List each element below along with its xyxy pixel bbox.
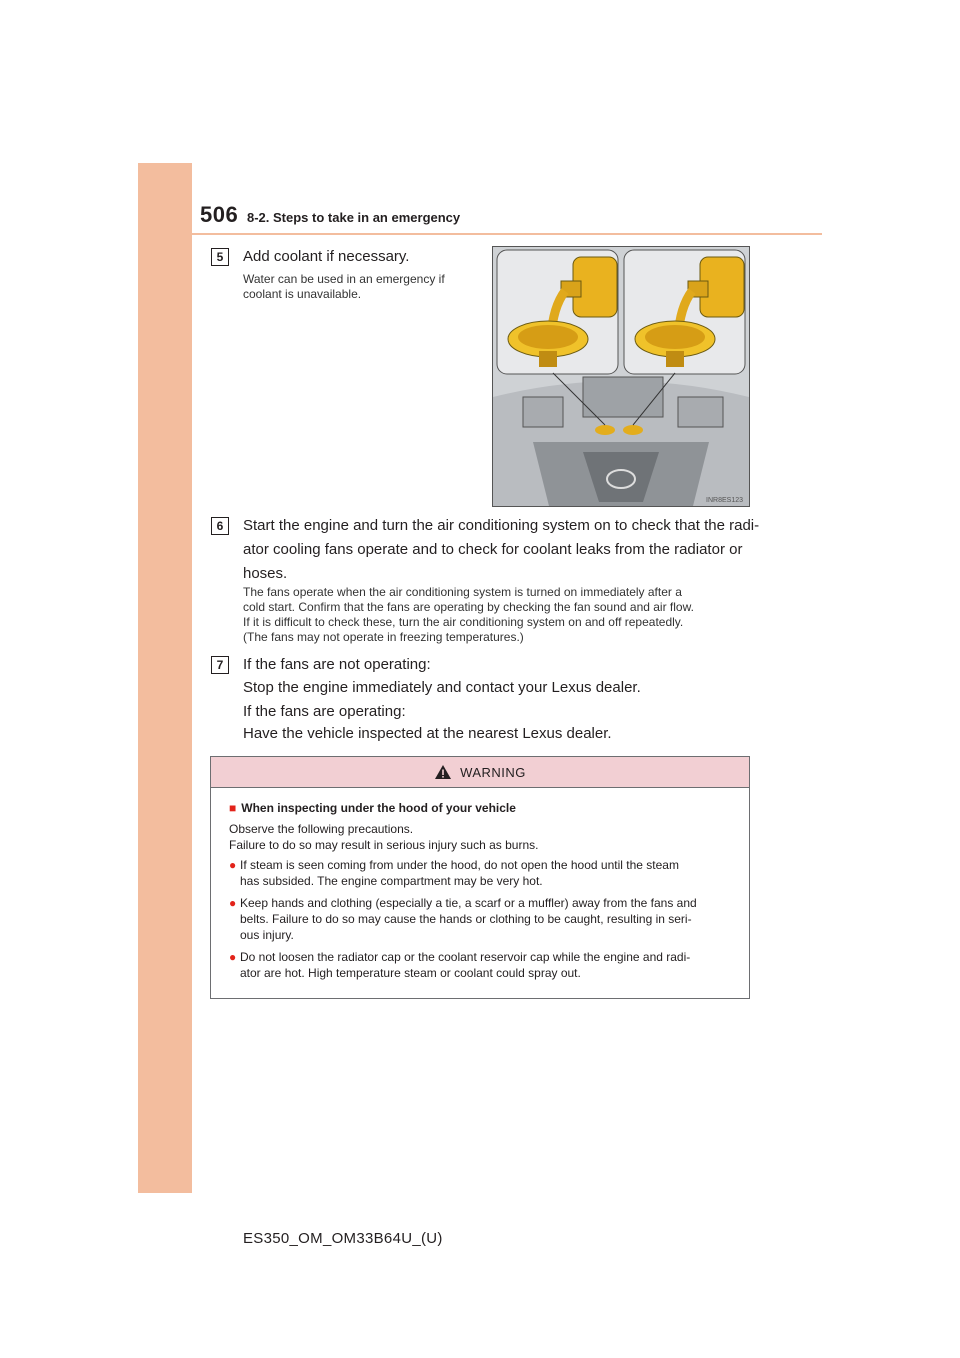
illustration-code: INR8ES123	[706, 497, 743, 504]
step-6-title: Start the engine and turn the air conditioning system on to check that the radi- ator cooling fans operate and to check for coolant leaks from the radiator or hoses.	[243, 517, 760, 582]
document-code-footer: ES350_OM_OM33B64U_(U)	[243, 1230, 443, 1247]
step-number-5: 5	[211, 248, 229, 266]
step-7-not-operating-label: If the fans are not operating:	[243, 656, 431, 673]
warning-bullet-1: ● If steam is seen coming from under the hood, do not open the hood until the steam has subsided. The engine compartment may be very hot.	[229, 858, 679, 888]
bullet-dot-icon: ●	[229, 950, 237, 964]
step-5-note: Water can be used in an emergency if coolant is unavailable.	[243, 272, 445, 301]
warning-label: WARNING	[460, 764, 526, 780]
step-7-operating-action: Have the vehicle inspected at the nearest Lexus dealer.	[243, 725, 612, 742]
warning-bullet-2: ● Keep hands and clothing (especially a tie, a scarf or a muffler) away from the fans and belts. Failure to do so may cause the hands or clothing to be caught, resulting in seri- ous injury.	[229, 896, 697, 942]
warning-box	[210, 756, 750, 999]
step-7-not-operating-action: Stop the engine immediately and contact your Lexus dealer.	[243, 679, 641, 696]
warning-header	[211, 757, 749, 788]
coolant-pour-drawing	[493, 247, 749, 506]
chapter-side-strip	[138, 163, 192, 1193]
warning-triangle-icon	[434, 764, 452, 780]
step-5-title: Add coolant if necessary.	[243, 248, 410, 265]
warning-bullet-3: ● Do not loosen the radiator cap or the coolant reservoir cap while the engine and radi- ator are hot. High temperature steam or coolant could spray out.	[229, 950, 691, 980]
warning-intro: Observe the following precautions. Failure to do so may result in serious injury such as burns.	[229, 822, 539, 852]
step-number-6: 6	[211, 517, 229, 535]
page-number: 506	[200, 202, 239, 227]
page-header	[200, 202, 822, 234]
coolant-illustration	[492, 246, 750, 507]
section-title: 8-2. Steps to take in an emergency	[247, 210, 461, 225]
step-6-note: The fans operate when the air conditioning system is turned on immediately after a cold start. Confirm that the fans are operating by checking the fan sound and air flow. If it is difficult to check these, turn the air conditioning system on and off repeatedly. (The fans may not operate in freezing temperatures.)	[243, 585, 694, 644]
step-7-operating-label: If the fans are operating:	[243, 703, 406, 720]
square-bullet-icon: ■	[229, 801, 237, 815]
engine-bay-icon	[493, 377, 749, 506]
bullet-dot-icon: ●	[229, 858, 237, 872]
step-number-7: 7	[211, 656, 229, 674]
header-rule	[192, 233, 822, 235]
warning-title: ■ When inspecting under the hood of your vehicle	[229, 801, 516, 815]
bullet-dot-icon: ●	[229, 896, 237, 910]
